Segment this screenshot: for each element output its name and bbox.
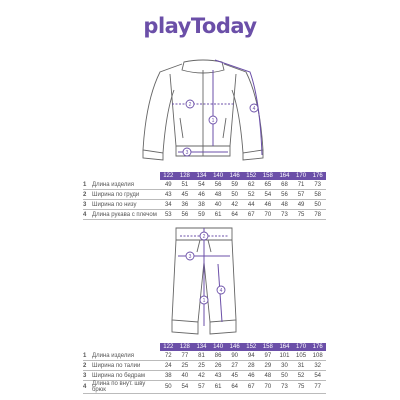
table-row — [83, 381, 326, 394]
size-header-cell: 134 — [193, 172, 210, 180]
measurement-value: 61 — [210, 210, 227, 220]
measurement-value: 31 — [293, 361, 310, 371]
measurement-value: 57 — [293, 190, 310, 200]
measurement-value: 64 — [226, 210, 243, 220]
measurement-value: 25 — [193, 361, 210, 371]
measurement-value: 97 — [260, 351, 277, 361]
measurement-value: 28 — [243, 361, 260, 371]
table-row — [83, 351, 326, 361]
measurement-value: 50 — [160, 381, 177, 394]
measurement-value: 90 — [226, 351, 243, 361]
measurement-value: 32 — [309, 361, 326, 371]
pants-marker-label: 3 — [188, 254, 192, 260]
measurement-value: 58 — [309, 190, 326, 200]
size-header-cell: 128 — [177, 172, 194, 180]
size-header-cell: 128 — [177, 343, 194, 351]
measurement-value: 56 — [276, 190, 293, 200]
measurement-value: 52 — [243, 190, 260, 200]
size-header-cell: 164 — [276, 172, 293, 180]
jacket-marker-label: 3 — [185, 150, 189, 156]
size-header-cell: 164 — [276, 343, 293, 351]
measurement-value: 56 — [177, 210, 194, 220]
measurement-value: 45 — [226, 371, 243, 381]
measurement-value: 26 — [210, 361, 227, 371]
measurement-number: 1 — [83, 351, 92, 361]
measurement-value: 49 — [160, 180, 177, 190]
measurement-number: 3 — [83, 371, 92, 381]
measurement-value: 81 — [193, 351, 210, 361]
brand-logo: playToday — [143, 14, 257, 38]
jacket-marker-label: 4 — [252, 106, 256, 112]
size-header-cell: 152 — [243, 172, 260, 180]
measurement-value: 29 — [260, 361, 277, 371]
size-header-cell: 152 — [243, 343, 260, 351]
measurement-name: Ширина по талии — [92, 361, 160, 371]
measurement-value: 86 — [210, 351, 227, 361]
measurement-value: 54 — [177, 381, 194, 394]
measurement-value: 45 — [177, 190, 194, 200]
measurement-value: 53 — [160, 210, 177, 220]
size-header-cell: 122 — [160, 343, 177, 351]
measurement-value: 78 — [309, 210, 326, 220]
measurement-value: 50 — [309, 200, 326, 210]
measurement-value: 101 — [276, 351, 293, 361]
pants-marker-label: 4 — [219, 288, 223, 294]
measurement-name: Длина изделия — [92, 180, 160, 190]
measurement-value: 44 — [243, 200, 260, 210]
pants-size-header-row — [83, 343, 326, 351]
measurement-value: 56 — [210, 180, 227, 190]
measurement-name: Длина изделия — [92, 351, 160, 361]
measurement-value: 30 — [276, 361, 293, 371]
measurement-value: 24 — [160, 361, 177, 371]
measurement-value: 54 — [260, 190, 277, 200]
measurement-value: 61 — [210, 381, 227, 394]
pants-marker-label: 2 — [202, 234, 206, 240]
measurement-number: 4 — [83, 210, 92, 220]
measurement-value: 43 — [160, 190, 177, 200]
measurement-value: 73 — [309, 180, 326, 190]
measurement-number: 2 — [83, 190, 92, 200]
measurement-value: 67 — [243, 210, 260, 220]
jacket-marker-label: 1 — [211, 118, 215, 124]
measurement-value: 43 — [210, 371, 227, 381]
pants-size-table — [83, 343, 326, 394]
measurement-value: 70 — [260, 381, 277, 394]
size-header-cell: 140 — [210, 343, 227, 351]
measurement-value: 75 — [293, 381, 310, 394]
measurement-value: 54 — [309, 371, 326, 381]
measurement-value: 54 — [193, 180, 210, 190]
size-header-cell: 170 — [293, 343, 310, 351]
measurement-value: 27 — [226, 361, 243, 371]
measurement-value: 50 — [276, 371, 293, 381]
measurement-value: 77 — [309, 381, 326, 394]
measurement-value: 64 — [226, 381, 243, 394]
measurement-value: 52 — [293, 371, 310, 381]
table-row — [83, 361, 326, 371]
measurement-value: 94 — [243, 351, 260, 361]
measurement-value: 48 — [260, 371, 277, 381]
measurement-value: 49 — [293, 200, 310, 210]
measurement-value: 40 — [210, 200, 227, 210]
measurement-name: Ширина по низу — [92, 200, 160, 210]
size-header-cell: 158 — [260, 343, 277, 351]
size-header-cell: 140 — [210, 172, 227, 180]
measurement-value: 73 — [276, 210, 293, 220]
measurement-value: 40 — [177, 371, 194, 381]
measurement-value: 57 — [193, 381, 210, 394]
measurement-value: 108 — [309, 351, 326, 361]
measurement-value: 25 — [177, 361, 194, 371]
pants-marker-label: 1 — [202, 298, 206, 304]
measurement-value: 36 — [177, 200, 194, 210]
measurement-value: 73 — [276, 381, 293, 394]
measurement-value: 42 — [193, 371, 210, 381]
measurement-value: 72 — [160, 351, 177, 361]
size-header-cell: 158 — [260, 172, 277, 180]
measurement-number: 1 — [83, 180, 92, 190]
size-header-cell: 122 — [160, 172, 177, 180]
measurement-value: 48 — [210, 190, 227, 200]
jacket-marker-label: 2 — [188, 102, 192, 108]
measurement-number: 4 — [83, 381, 92, 394]
header-blank-cell — [83, 343, 160, 351]
measurement-value: 46 — [243, 371, 260, 381]
measurement-name: Длина рукава с плечом — [92, 210, 160, 220]
size-header-cell: 176 — [309, 343, 326, 351]
size-header-cell: 134 — [193, 343, 210, 351]
measurement-value: 50 — [226, 190, 243, 200]
measurement-name: Длина по внут. шву брюк — [92, 381, 160, 394]
measurement-value: 105 — [293, 351, 310, 361]
measurement-value: 34 — [160, 200, 177, 210]
measurement-value: 51 — [177, 180, 194, 190]
size-header-cell: 176 — [309, 172, 326, 180]
size-header-cell: 146 — [226, 343, 243, 351]
measurement-value: 65 — [260, 180, 277, 190]
measurement-value: 71 — [293, 180, 310, 190]
measurement-value: 38 — [193, 200, 210, 210]
measurement-value: 59 — [193, 210, 210, 220]
measurement-value: 62 — [243, 180, 260, 190]
measurement-value: 46 — [260, 200, 277, 210]
size-header-cell: 146 — [226, 172, 243, 180]
measurement-value: 67 — [243, 381, 260, 394]
measurement-value: 68 — [276, 180, 293, 190]
measurement-number: 2 — [83, 361, 92, 371]
size-header-cell: 170 — [293, 172, 310, 180]
measurement-name: Ширина по груди — [92, 190, 160, 200]
measurement-value: 59 — [226, 180, 243, 190]
measurement-value: 48 — [276, 200, 293, 210]
measurement-value: 46 — [193, 190, 210, 200]
measurement-value: 38 — [160, 371, 177, 381]
measurement-value: 77 — [177, 351, 194, 361]
measurement-value: 42 — [226, 200, 243, 210]
measurement-name: Ширина по бедрам — [92, 371, 160, 381]
measurement-value: 75 — [293, 210, 310, 220]
measurement-number: 3 — [83, 200, 92, 210]
table-row — [83, 371, 326, 381]
measurement-value: 70 — [260, 210, 277, 220]
